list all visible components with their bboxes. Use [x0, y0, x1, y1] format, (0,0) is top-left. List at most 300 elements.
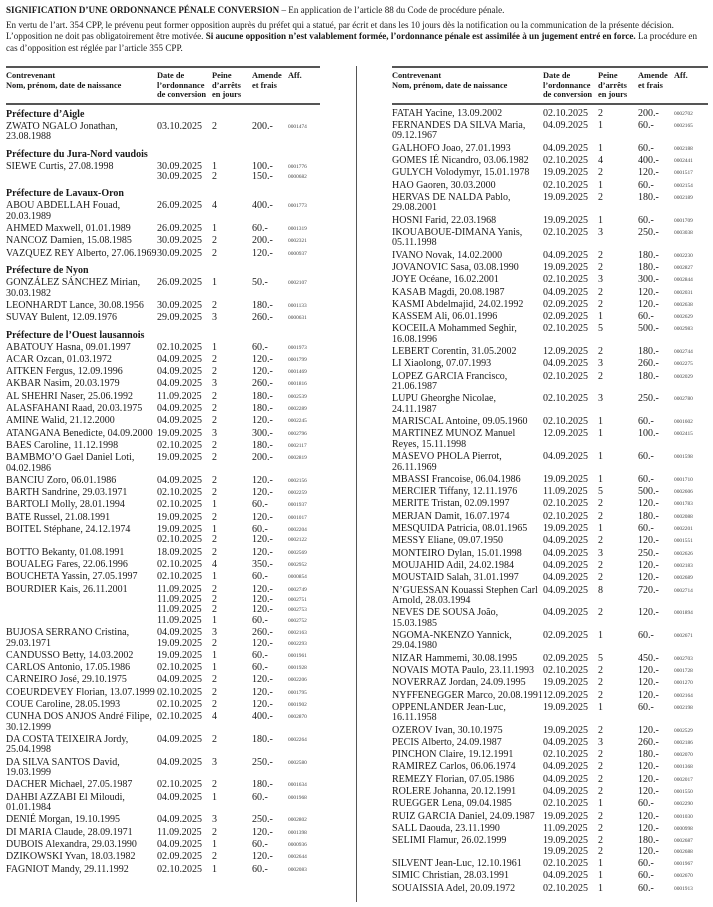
fine-amount: 180.- — [638, 249, 659, 261]
fine-amount: 180.- — [638, 835, 659, 847]
table-row — [6, 815, 320, 825]
fine-amount: 60.- — [638, 311, 654, 323]
table-row — [6, 122, 320, 143]
order-date: 02.10.2025 — [157, 534, 202, 546]
case-number: 0001133 — [288, 302, 307, 309]
order-entries — [157, 249, 318, 259]
order-entry — [543, 251, 704, 261]
order-date: 04.09.2025 — [543, 761, 588, 773]
table-row — [392, 799, 708, 809]
order-date: 02.10.2025 — [543, 510, 588, 522]
fine-amount: 100.- — [252, 160, 273, 172]
fine-amount: 260.- — [252, 378, 273, 390]
fine-amount: 120.- — [252, 686, 273, 698]
table-row — [392, 156, 708, 166]
order-date: 18.09.2025 — [157, 546, 202, 558]
detention-days: 5 — [598, 652, 603, 664]
fine-amount: 120.- — [638, 822, 659, 834]
offender-name: MERJAN Damit, 16.07.1974 — [392, 510, 510, 522]
case-number: 0001968 — [288, 794, 307, 801]
order-entries — [157, 865, 318, 875]
detention-days: 5 — [598, 323, 603, 335]
detention-days: 2 — [598, 773, 603, 785]
left-table-body — [6, 109, 320, 875]
order-entries — [543, 300, 704, 310]
fine-amount: 60.- — [252, 662, 268, 674]
fine-amount: 120.- — [252, 474, 273, 486]
table-row — [392, 324, 708, 345]
order-entry — [543, 586, 704, 596]
order-date: 04.09.2025 — [157, 734, 202, 746]
order-date: 19.09.2025 — [543, 677, 588, 689]
case-number: 0002802 — [288, 817, 307, 824]
table-row — [392, 452, 708, 473]
offender-name: KOCEILA Mohammed Seghir, 16.08.1996 — [392, 323, 517, 345]
table-row — [6, 453, 320, 474]
order-entries — [543, 738, 704, 748]
fine-amount: 120.- — [252, 674, 273, 686]
table-row — [392, 487, 708, 497]
table-row — [6, 367, 320, 377]
order-date: 11.09.2025 — [157, 826, 202, 838]
order-entries — [543, 524, 704, 534]
order-date: 19.09.2025 — [543, 810, 588, 822]
order-entry — [157, 712, 318, 722]
order-entries — [157, 313, 318, 323]
order-entries — [157, 224, 318, 234]
fine-amount: 400.- — [252, 711, 273, 723]
detention-days: 4 — [212, 200, 217, 212]
offender-name: MESSY Eliane, 09.07.1950 — [392, 535, 504, 547]
offender-name: RUIZ GARCIA Daniel, 24.09.1987 — [392, 810, 535, 822]
case-number: 0002264 — [288, 737, 307, 744]
offender-name: BARTOLI Molly, 28.01.1994 — [6, 499, 125, 511]
offender-name: DA SILVA SANTOS David, 19.03.1999 — [6, 756, 120, 779]
detention-days: 2 — [212, 779, 217, 791]
table-row — [392, 512, 708, 522]
table-header — [6, 71, 320, 105]
order-entries — [543, 487, 704, 497]
notice-text-bold: Si aucune opposition n’est valablement formée, l’ordonnance pénale est assimilée à un jugement entré en force. — [205, 31, 636, 42]
order-entries — [543, 871, 704, 881]
offender-name: SILVENT Jean-Luc, 12.10.1961 — [392, 857, 522, 869]
detention-days: 1 — [598, 882, 603, 894]
fine-amount: 250.- — [252, 756, 273, 768]
fine-amount: 100.- — [638, 428, 659, 440]
case-number: 0002154 — [674, 182, 693, 189]
order-entry — [157, 700, 318, 710]
order-entry — [543, 121, 704, 131]
order-entries — [543, 429, 704, 450]
offender-name: ZWATO NGALO Jonathan, 23.08.1988 — [6, 120, 118, 143]
fine-amount: 120.- — [252, 583, 273, 595]
case-number: 0001710 — [674, 476, 693, 483]
detention-days: 1 — [212, 791, 217, 803]
order-date: 04.09.2025 — [543, 142, 588, 154]
detention-days: 2 — [212, 594, 217, 606]
detention-days: 2 — [212, 235, 217, 247]
order-entry — [543, 288, 704, 298]
fine-amount: 250.- — [638, 226, 659, 238]
detention-days: 1 — [212, 524, 217, 536]
fine-amount: 120.- — [252, 353, 273, 365]
detention-days: 2 — [212, 171, 217, 182]
fine-amount: 180.- — [252, 779, 273, 791]
order-entry — [157, 500, 318, 510]
offender-name: DA COSTA TEIXEIRA Jordy, 25.04.1998 — [6, 734, 129, 756]
detention-days: 2 — [212, 415, 217, 427]
order-entry — [543, 787, 704, 797]
table-row — [6, 688, 320, 698]
detention-days: 3 — [212, 427, 217, 439]
header-date: Date de l’ordonnance de conversion — [157, 71, 207, 100]
offender-name: HOSNI Farid, 22.03.1968 — [392, 214, 497, 226]
table-row — [6, 852, 320, 862]
order-date: 30.09.2025 — [157, 235, 202, 247]
detention-days: 2 — [212, 403, 217, 414]
case-number: 0002183 — [674, 562, 693, 569]
fine-amount: 120.- — [252, 637, 273, 649]
order-entries — [543, 275, 704, 285]
case-number: 0002753 — [288, 607, 307, 614]
detention-days: 2 — [212, 452, 217, 464]
table-row — [392, 654, 708, 664]
offender-name: ROLERE Johanna, 20.12.1991 — [392, 786, 517, 798]
detention-days: 1 — [212, 614, 217, 626]
case-number: 0002186 — [674, 739, 693, 746]
fine-amount: 60.- — [638, 701, 654, 713]
offender-name: BOITEL Stéphane, 24.12.1974 — [6, 524, 131, 536]
detention-days: 2 — [598, 810, 603, 822]
table-row — [6, 663, 320, 673]
order-date: 04.09.2025 — [157, 839, 202, 851]
offender-name: AITKEN Fergus, 12.09.1996 — [6, 366, 123, 378]
detention-days: 2 — [212, 353, 217, 365]
offender-name: NOVAIS MOTA Paulo, 23.11.1993 — [392, 664, 534, 676]
order-date: 30.09.2025 — [157, 299, 202, 311]
case-number: 0002441 — [674, 158, 693, 165]
detention-days: 2 — [598, 664, 603, 676]
case-number: 0002644 — [288, 854, 307, 861]
offender-name: DI MARIA Claude, 28.09.1971 — [6, 826, 133, 838]
notice-title-line — [6, 5, 706, 17]
order-entries — [157, 700, 318, 710]
fine-amount: 60.- — [638, 629, 654, 641]
table-row — [6, 201, 320, 222]
table-row — [392, 608, 708, 629]
fine-amount: 120.- — [252, 699, 273, 711]
fine-amount: 120.- — [252, 511, 273, 523]
order-entry — [543, 799, 704, 809]
table-row — [6, 355, 320, 365]
fine-amount: 120.- — [638, 298, 659, 310]
prefecture-heading: Préfecture de l’Ouest lausannois — [6, 329, 145, 341]
order-date: 11.09.2025 — [157, 594, 202, 606]
detention-days: 2 — [598, 559, 603, 571]
table-row — [392, 871, 708, 881]
order-date: 19.09.2025 — [543, 167, 588, 179]
table-row — [392, 631, 708, 652]
table-row — [392, 762, 708, 772]
table-row — [6, 675, 320, 685]
order-entry — [543, 666, 704, 676]
table-row — [392, 263, 708, 273]
table-row — [392, 251, 708, 261]
case-number: 0002206 — [288, 677, 307, 684]
fine-amount: 180.- — [638, 346, 659, 358]
case-number: 0002689 — [674, 575, 693, 582]
order-date: 30.09.2025 — [157, 160, 202, 172]
offender-name: ABOU ABDELLAH Fouad, 20.03.1989 — [6, 200, 121, 222]
offender-name: MONTEIRO Dylan, 15.01.1998 — [392, 547, 522, 559]
offender-name: N’GUESSAN Kouassi Stephen Carl Arnold, 28.03.1994 — [392, 584, 538, 606]
offender-name: GONZÁLEZ SÁNCHEZ Mirian, 30.03.1982 — [6, 277, 141, 299]
order-date: 04.09.2025 — [543, 120, 588, 132]
offender-name: BOTTO Bekanty, 01.08.1991 — [6, 546, 125, 558]
order-entries — [543, 824, 704, 834]
order-entry — [157, 548, 318, 558]
order-entry — [157, 688, 318, 698]
order-date: 26.09.2025 — [157, 223, 202, 235]
detention-days: 3 — [212, 814, 217, 826]
case-number: 0002983 — [674, 326, 693, 333]
offender-name: BANCIU Zoro, 06.01.1986 — [6, 474, 117, 486]
order-date: 02.10.2025 — [543, 179, 588, 191]
order-entries — [543, 666, 704, 676]
detention-days: 2 — [212, 637, 217, 649]
order-entries — [543, 787, 704, 797]
detention-days: 2 — [212, 851, 217, 863]
table-row — [6, 513, 320, 523]
table-row — [392, 775, 708, 785]
offender-name: KASAB Magdi, 20.08.1987 — [392, 286, 505, 298]
case-number: 0001913 — [674, 885, 693, 892]
order-date: 04.09.2025 — [543, 736, 588, 748]
case-number: 0001928 — [288, 665, 307, 672]
fine-amount: 120.- — [638, 498, 659, 510]
detention-days: 1 — [212, 863, 217, 875]
offender-name: BOUALEG Fares, 22.06.1996 — [6, 559, 128, 571]
offender-name: IKOUABOUE-DIMANA Yanis, 05.11.1998 — [392, 226, 523, 249]
case-number: 0002870 — [288, 714, 307, 721]
fine-amount: 120.- — [638, 845, 659, 857]
fine-amount: 180.- — [252, 390, 273, 402]
offender-name: KASMI Abdelmajid, 24.02.1992 — [392, 298, 524, 310]
fine-amount: 300.- — [638, 274, 659, 286]
table-row — [392, 499, 708, 509]
order-entry — [543, 524, 704, 534]
order-entries — [157, 201, 318, 222]
detention-days: 4 — [598, 155, 603, 167]
detention-days: 2 — [212, 686, 217, 698]
offender-name: MOUJAHID Adil, 24.02.1984 — [392, 559, 514, 571]
table-row — [6, 758, 320, 779]
table-row — [6, 628, 320, 649]
fine-amount: 120.- — [252, 851, 273, 863]
fine-amount: 120.- — [252, 604, 273, 616]
order-date: 19.09.2025 — [157, 637, 202, 649]
case-number: 0002201 — [674, 526, 693, 533]
order-entries — [543, 347, 704, 357]
fine-amount: 60.- — [252, 649, 268, 661]
prefecture-heading: Préfecture d’Aigle — [6, 108, 85, 120]
offender-name: FATAH Yacine, 13.09.2002 — [392, 107, 503, 119]
case-number: 0002107 — [288, 280, 307, 287]
case-number: 0003038 — [674, 229, 693, 236]
case-number: 0002165 — [674, 123, 693, 130]
fine-amount: 120.- — [638, 286, 659, 298]
order-date: 04.09.2025 — [157, 756, 202, 768]
offender-name: NYFFENEGGER Marco, 20.08.1991 — [392, 689, 543, 701]
offender-name: SUVAY Bulent, 12.09.1976 — [6, 312, 118, 324]
table-row — [6, 585, 320, 627]
order-entry — [543, 573, 704, 583]
order-entry — [157, 572, 318, 582]
top-rule — [392, 66, 708, 68]
table-row — [392, 372, 708, 393]
order-date: 03.10.2025 — [157, 120, 202, 132]
order-date: 04.09.2025 — [157, 366, 202, 378]
fine-amount: 60.- — [638, 857, 654, 869]
case-number: 0001709 — [674, 217, 693, 224]
order-entry — [543, 654, 704, 664]
table-row — [6, 525, 320, 546]
fine-amount: 250.- — [252, 814, 273, 826]
order-date: 02.10.2025 — [157, 686, 202, 698]
order-date: 19.09.2025 — [543, 261, 588, 273]
order-entries — [157, 852, 318, 862]
fine-amount: 60.- — [638, 798, 654, 810]
offender-name: OZEROV Ivan, 30.10.1975 — [392, 724, 503, 736]
table-row — [392, 417, 708, 427]
order-entries — [157, 815, 318, 825]
order-entries — [543, 394, 704, 415]
header-date: Date de l’ordonnance de conversion — [543, 71, 593, 100]
order-entries — [543, 549, 704, 559]
order-date: 19.09.2025 — [543, 473, 588, 485]
table-row — [392, 726, 708, 736]
order-date: 02.10.2025 — [543, 226, 588, 238]
order-entries — [543, 121, 704, 142]
order-entries — [543, 251, 704, 261]
case-number: 0001469 — [288, 369, 307, 376]
table-row — [6, 162, 320, 183]
detention-days: 2 — [598, 749, 603, 761]
order-entries — [543, 109, 704, 119]
case-number: 0001598 — [674, 454, 693, 461]
detention-days: 2 — [212, 546, 217, 558]
table-row — [6, 840, 320, 850]
order-entries — [157, 548, 318, 558]
detention-days: 3 — [598, 274, 603, 286]
detention-days: 2 — [598, 761, 603, 773]
prefecture-heading: Préfecture de Nyon — [6, 265, 89, 277]
order-entry — [157, 535, 318, 545]
table-row — [392, 347, 708, 357]
order-date: 04.09.2025 — [157, 353, 202, 365]
fine-amount: 400.- — [252, 200, 273, 212]
order-entries — [157, 525, 318, 546]
case-number: 0002122 — [288, 537, 307, 544]
order-entries — [543, 573, 704, 583]
header-peine: Peine d’arrêts en jours — [598, 71, 628, 100]
fine-amount: 120.- — [638, 559, 659, 571]
case-number: 0001474 — [288, 123, 307, 130]
table-row — [6, 500, 320, 510]
fine-amount: 120.- — [252, 415, 273, 427]
order-entry — [543, 499, 704, 509]
fine-amount: 250.- — [638, 547, 659, 559]
order-date: 04.09.2025 — [543, 572, 588, 584]
order-entry — [157, 249, 318, 259]
detention-days: 1 — [598, 416, 603, 428]
order-entry — [543, 738, 704, 748]
case-number: 0002671 — [674, 632, 693, 639]
order-date: 02.10.2025 — [157, 487, 202, 499]
offender-name: DACHER Michael, 27.05.1987 — [6, 779, 133, 791]
detention-days: 2 — [598, 845, 603, 857]
table-row — [392, 359, 708, 369]
order-entry — [543, 275, 704, 285]
fine-amount: 120.- — [638, 664, 659, 676]
order-date: 02.10.2025 — [157, 559, 202, 571]
case-number: 0002198 — [674, 704, 693, 711]
order-date: 02.10.2025 — [543, 370, 588, 382]
order-date: 02.09.2025 — [157, 851, 202, 863]
offender-name: BAMBMO’O Gael Daniel Loti, 04.02.1986 — [6, 452, 135, 474]
detention-days: 1 — [598, 523, 603, 535]
table-row — [6, 793, 320, 814]
notice-text: En vertu de l’art. 354 CPP, le prévenu peut former opposition auprès du préfet qui a statué, par écrit et dans les 10 jours dès la notification ou la communication de la présente décision. L’opposition ne doit pas obligatoirement être motivée. — [6, 19, 674, 42]
fine-amount: 120.- — [252, 366, 273, 378]
fine-amount: 200.- — [252, 120, 273, 132]
fine-amount: 180.- — [252, 439, 273, 451]
offender-name: DZIKOWSKI Yvan, 18.03.1982 — [6, 851, 136, 863]
order-date: 04.09.2025 — [157, 474, 202, 486]
order-entries — [157, 758, 318, 779]
detention-days: 1 — [212, 649, 217, 661]
fine-amount: 500.- — [638, 323, 659, 335]
order-entries — [543, 417, 704, 427]
offender-name: SELIMI Flamur, 26.02.1999 — [392, 835, 507, 847]
case-number: 0002819 — [288, 455, 307, 462]
offender-name: NIZAR Hammemi, 30.08.1995 — [392, 652, 518, 664]
table-row — [392, 750, 708, 760]
order-entry — [157, 639, 318, 649]
case-number: 0001894 — [674, 610, 693, 617]
fine-amount: 120.- — [252, 546, 273, 558]
case-number: 0002844 — [674, 277, 693, 284]
order-entry — [157, 793, 318, 803]
table-row — [6, 560, 320, 570]
offender-name: MARTINEZ MUNOZ Manuel Reyes, 15.11.1998 — [392, 428, 516, 450]
order-date: 04.09.2025 — [543, 249, 588, 261]
case-number: 0000936 — [288, 842, 307, 849]
detention-days: 1 — [598, 451, 603, 463]
order-date: 04.09.2025 — [543, 451, 588, 463]
case-number: 0001902 — [288, 702, 307, 709]
order-entries — [157, 416, 318, 426]
order-entries — [157, 355, 318, 365]
order-entries — [157, 675, 318, 685]
order-entries — [543, 536, 704, 546]
detention-days: 1 — [212, 839, 217, 851]
detention-days: 2 — [598, 167, 603, 179]
order-entry — [543, 228, 704, 238]
order-date: 19.09.2025 — [157, 427, 202, 439]
offender-name: NGOMA-NKENZO Yannick, 29.04.1980 — [392, 629, 512, 652]
table-row — [392, 300, 708, 310]
